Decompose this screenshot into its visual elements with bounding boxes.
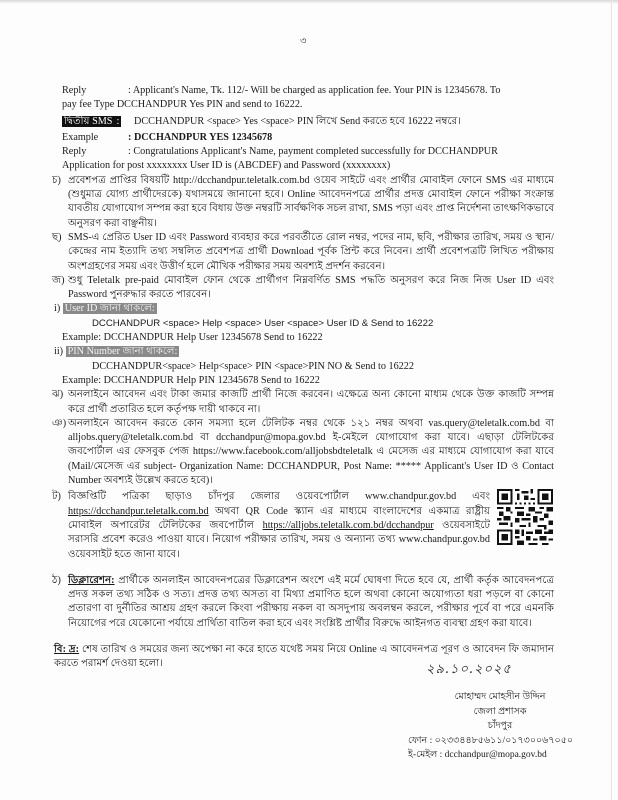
item-text: অথবা QR Code স্ক্যান এর মাধ্যমে বাংলাদেশের একমাত্র রাষ্ট্রীয় মোবাইল অপারেটর টেলিটকের জবপোর্টাল bbox=[68, 505, 490, 531]
recovery-heading: User ID জানা থাকলে: bbox=[64, 303, 155, 315]
item-text: SMS-এ প্রেরিত User ID এবং Password ব্যবহার করে পরবর্তীতে রোল নম্বর, পদের নাম, ছবি, পরীক্ষার তারিখ, সময় ও স্থান/কেন্দ্রের নাম ইত্যাদি তথ্য সম্বলিত প্রবেশপত্র প্রার্থী Download পূর্বক প্রিন্ট করে নিবেন। প্রার্থী প্রবেশপত্রটি লিখিত পরীক্ষায় অংশগ্রহণের সময় এবং উত্তীর্ণ হলে মৌখিক পরীক্ষার সময় অবশ্যই প্রদর্শন করবেন। bbox=[68, 231, 554, 272]
item-marker: চ) bbox=[52, 174, 61, 186]
item-chha bbox=[54, 231, 554, 274]
note-label: বি: দ্র: bbox=[54, 643, 80, 655]
item-nya bbox=[54, 417, 554, 488]
sms1-reply-label: Reply bbox=[62, 85, 87, 96]
signatory-designation: জেলা প্রশাসক bbox=[473, 706, 527, 717]
signatory-name: মোহাম্মদ মোহসীন উদ্দিন bbox=[454, 692, 546, 702]
contact-email: ই-মেইল : dcchandpur@mopa.gov.bd bbox=[408, 750, 547, 760]
recovery-marker: ii) bbox=[54, 346, 64, 358]
item-text: অনলাইনে আবেদন এবং টাকা জমার কাজটি প্রার্থী নিজে করবেন। এক্ষেত্রে অন্য কোনো মাধ্যম থেকে উক্ত কাজটি সম্পন্ন করে প্রার্থী প্রতারিত হলে কর্তৃপক্ষ দায়ী থাকবে না। bbox=[68, 389, 554, 415]
sms2-label: দ্বিতীয় SMS bbox=[64, 115, 113, 127]
sms2-reply-text-cont: Application for post xxxxxxxx User ID is (ABCDEF) and Password (xxxxxxxx) bbox=[62, 160, 391, 172]
signatory-district: চাঁদপুর bbox=[487, 721, 513, 731]
sms2-reply bbox=[62, 145, 554, 159]
sms1-reply-text-cont: pay fee Type DCCHANDPUR Yes PIN and send to 16222. bbox=[62, 99, 303, 111]
recovery-example: Example: DCCHANDPUR Help User 12345678 Send to 16222 bbox=[62, 332, 323, 344]
signature-block bbox=[400, 690, 600, 763]
sms2-example-label: Example bbox=[62, 131, 99, 143]
item-text: বিজ্ঞপ্তিটি পত্রিকা ছাড়াও চাঁদপুর জেলার ওয়েবপোর্টাল www.chandpur.gov.bd এবং bbox=[68, 491, 490, 503]
item-text: প্রার্থীকে অনলাইন আবেদনপত্রের ডিক্লারেশন অংশে এই মর্মে ঘোষণা দিতে হবে যে, প্রার্থী কর্তৃক আবেদনপত্রে প্রদত্ত সকল তথ্য সঠিক ও সত্য। প্রদত্ত তথ্য অসত্য বা মিথ্যা প্রমাণিত হলে অথবা কোনো অযোগ্যতা ধরা পড়লে বা কোনো প্রতারণা বা দুর্নীতির আশ্রয় গ্রহণ করলে কিংবা পরীক্ষায় নকল বা অসদুপায় অবলম্বন করলে, পরীক্ষার পূর্বে বা পরে এমনকি নিয়োগের পরে যেকোনো পর্যায়ে প্রার্থিতা বাতিল করা হবে এবং সংশ্লিষ্ট প্রার্থীর বিরুদ্ধে আইনগত ব্যবস্থা গ্রহণ করা যাবে। bbox=[68, 574, 554, 629]
sms2-instruction bbox=[62, 115, 554, 129]
recovery-format: DCCHANDPUR <space> Help <space> User <space> User ID & Send to 16222 bbox=[92, 317, 434, 329]
page-number: ৩ bbox=[300, 36, 307, 47]
declaration-heading: ডিক্লারেশন: bbox=[68, 574, 115, 586]
sms2-label-wrap bbox=[62, 115, 128, 129]
sms2-example bbox=[62, 131, 554, 145]
item-ja bbox=[54, 274, 554, 303]
recovery-user-id bbox=[54, 302, 554, 345]
sms1-reply-text: : Applicant's Name, Tk. 112/- Will be charged as application fee. Your PIN is 12345678. To bbox=[128, 85, 501, 96]
sms2-reply-text: : Congratulations Applicant's Name, payment completed successfully for DCCHANDPUR bbox=[128, 146, 498, 158]
sms2-example-value: : DCCHANDPUR YES 12345678 bbox=[128, 131, 273, 143]
recovery-example: Example: DCCHANDPUR Help PIN 12345678 Send to 16222 bbox=[62, 374, 320, 386]
item-cha bbox=[54, 174, 554, 231]
scan-right-edge bbox=[611, 0, 612, 800]
sms2-text: DCCHANDPUR <space> Yes <space> PIN লিখে Send করতে হবে 16222 নম্বরে। bbox=[134, 115, 461, 127]
item-text: অনলাইনে আবেদন করতে কোন সমস্যা হলে টেলিটক নম্বর থেকে ১২১ নম্বর অথবা vas.query@teletalk.com.bd বা alljobs.query@teletalk.com.bd বা dcchandpur@mopa.gov.bd ই-মেইলে যোগাযোগ করা যাবে। এছাড়া টেলিটকের জবপোর্টাল এর ফেসবুক পেজ https://www.facebook.com/alljobsbdteletalk এ মেসেজ এর মাধ্যমে যোগাযোগ করা যাবে (Mail/মেসেজ এর subject- Organization Name: DCCHANDPUR, Post Name: ***** Applicant's User ID ও Contact Number অবশ্যই উল্লেখ করতে হবে)। bbox=[68, 417, 554, 487]
qr-code-icon[interactable] bbox=[497, 489, 553, 545]
item-text: ওয়েবসাইটে সরাসরি প্রবেশ করেও পাওয়া যাবে। নিয়োগ পরীক্ষার তারিখ, সময় ও অন্যান্য তথ্য www.chandpur.gov.bd ওয়েবসাইট হতে জানা যাবে। bbox=[68, 519, 490, 560]
item-marker: ঞ) bbox=[52, 417, 67, 429]
sms2-colon: : bbox=[116, 115, 120, 127]
sms1-reply bbox=[62, 84, 554, 98]
scan-top-shadow bbox=[0, 0, 618, 4]
item-marker: জ) bbox=[52, 274, 65, 286]
item-marker: ঝ) bbox=[52, 389, 64, 401]
item-text: শুধু Teletalk pre-paid মোবাইল ফোন থেকে প্রার্থীগণ নিম্নবর্ণিত SMS পদ্ধতি অনুসরণ করে নিজ নিজ User ID এবং Password পুনরুদ্ধার করতে পারবেন। bbox=[68, 274, 554, 301]
document-body bbox=[52, 84, 555, 672]
recovery-heading: PIN Number জানা থাকলে: bbox=[67, 346, 178, 358]
item-jha bbox=[54, 388, 554, 417]
dcchandpur-teletalk-link[interactable]: https://dcchandpur.teletalk.com.bd bbox=[68, 505, 209, 517]
contact-phone: ফোন : ০২৩৩৪৪৮৫৬১১/০১৭৩০০৬৭০৫০ bbox=[408, 735, 574, 746]
item-marker: ট) bbox=[52, 491, 61, 503]
recovery-format: DCCHANDPUR<space> Help<space> PIN <space>PIN NO & Send to 16222 bbox=[92, 360, 414, 372]
item-ta bbox=[54, 490, 490, 561]
recovery-marker: i) bbox=[54, 303, 61, 315]
item-marker: ছ) bbox=[52, 231, 62, 243]
item-tha bbox=[54, 574, 554, 631]
sms2-reply-label: Reply bbox=[62, 146, 87, 158]
item-marker: ঠ) bbox=[52, 574, 61, 586]
note-text: শেষ তারিখ ও সময়ের জন্য অপেক্ষা না করে হাতে যথেষ্ট সময় নিয়ে Online এ আবেদনপত্র পূরণ ও আবেদন ফি জমাদান করতে পরামর্শ দেওয়া হলো। bbox=[54, 643, 555, 670]
handwritten-signature-date: ২৯.১০.২০২৫ bbox=[426, 662, 512, 677]
recovery-pin bbox=[54, 345, 554, 388]
item-text: প্রবেশপত্র প্রাপ্তির বিষয়টি http://dcchandpur.teletalk.com.bd ওয়েব সাইটে এবং প্রার্থীর মোবাইল ফোনে SMS এর মাধ্যমে (শুধুমাত্র যোগ্য প্রার্থীদেরকে) যথাসময়ে জানানো হবে। Online আবেদনপত্রে প্রার্থীর প্রদত্ত মোবাইল ফোনে পরীক্ষা সংক্রান্ত যাবতীয় যোগাযোগ সম্পন্ন করা হবে বিধায় উক্ত নম্বরটি সার্বক্ষণিক সচল রাখা, SMS পড়া এবং প্রাপ্ত নির্দেশনা তাৎক্ষণিকভাবে অনুসরণ করা বাঞ্ছনীয়। bbox=[68, 174, 554, 229]
alljobs-teletalk-link[interactable]: https://alljobs.teletalk.com.bd/dcchandpur bbox=[262, 519, 434, 531]
